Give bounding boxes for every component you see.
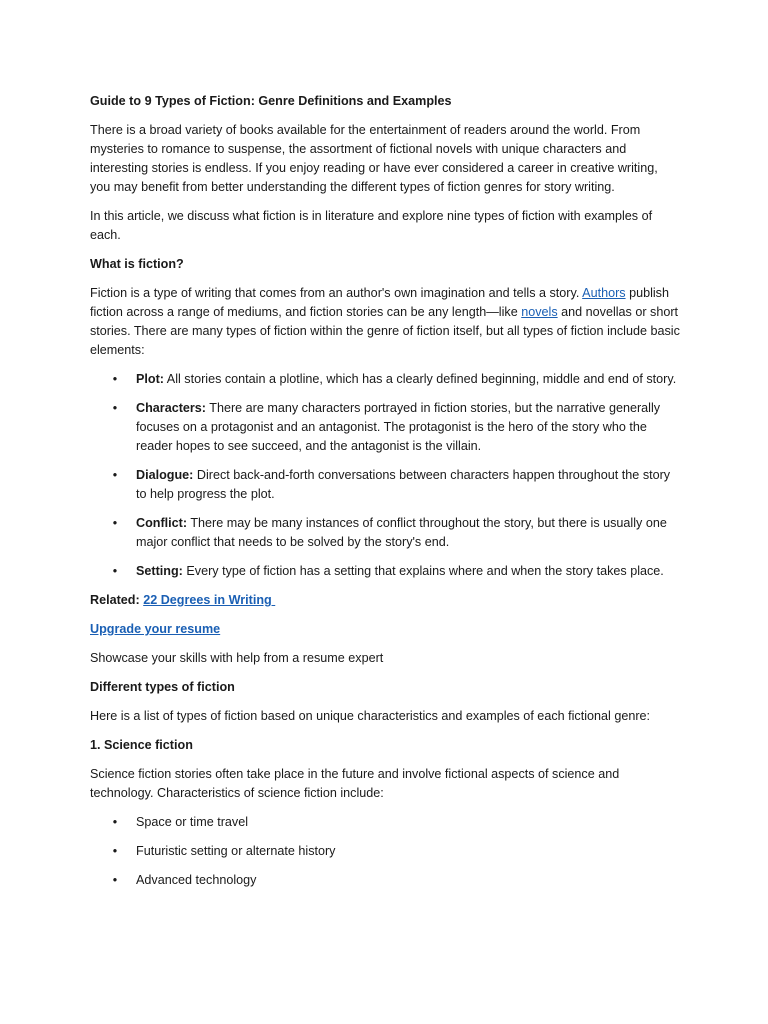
article-title: Guide to 9 Types of Fiction: Genre Definitions and Examples (90, 94, 452, 108)
element-term: Conflict: (136, 516, 188, 530)
bullet-icon: • (112, 873, 118, 887)
novels-link[interactable]: novels (521, 305, 558, 319)
list-item (90, 871, 680, 890)
showcase-text: Showcase your skills with help from a resume expert (90, 651, 384, 665)
fiction-elements-list (90, 370, 680, 581)
related-link[interactable]: 22 Degrees in Writing (143, 593, 276, 607)
list-item-text: Advanced technology (136, 873, 257, 887)
element-term: Plot: (136, 372, 164, 386)
what-text-part-2: publish fiction across a range of mediums, and fiction stories can be any length—like (90, 286, 669, 319)
element-term: Dialogue: (136, 468, 194, 482)
element-text: There are many characters portrayed in fiction stories, but the narrative generally focuses on a protagonist and an antagonist. The protagonist is the hero of the story who the reader hopes to see succeed, and the antagonist is the villain. (136, 401, 661, 453)
element-term: Setting: (136, 564, 183, 578)
list-item-setting (90, 562, 680, 581)
what-text-part-1: Fiction is a type of writing that comes from an author's own imagination and tells a story. (90, 286, 583, 300)
article-body (90, 92, 680, 900)
list-item-text: Space or time travel (136, 815, 248, 829)
list-item (90, 813, 680, 832)
intro-paragraph-2: In this article, we discuss what fiction is in literature and explore nine types of fiction with examples of each. (90, 209, 653, 242)
element-term: Characters: (136, 401, 206, 415)
list-item-conflict (90, 514, 680, 552)
bullet-icon: • (112, 401, 118, 415)
upgrade-resume-link[interactable]: Upgrade your resume (90, 622, 221, 636)
bullet-icon: • (112, 815, 118, 829)
element-text: There may be many instances of conflict throughout the story, but there is usually one major conflict that needs to be solved by the story's end. (136, 516, 667, 549)
list-item-text: Futuristic setting or alternate history (136, 844, 336, 858)
types-intro: Here is a list of types of fiction based on unique characteristics and examples of each fictional genre: (90, 709, 651, 723)
bullet-icon: • (112, 372, 118, 386)
scifi-heading: 1. Science fiction (90, 738, 193, 752)
related-label: Related: (90, 593, 144, 607)
intro-paragraph-1: There is a broad variety of books available for the entertainment of readers around the world. From mysteries to romance to suspense, the assortment of fictional novels with unique characters and interesting stories is endless. If you enjoy reading or have ever considered a career in creative writing, you may benefit from better understanding the different types of fiction genres for story writing. (90, 123, 658, 194)
bullet-icon: • (112, 516, 118, 530)
what-text-part-3: and novellas or short stories. There are many types of fiction within the genre of fiction itself, but all types of fiction include basic elements: (90, 305, 680, 357)
types-heading: Different types of fiction (90, 680, 235, 694)
element-text: All stories contain a plotline, which has a clearly defined beginning, middle and end of story. (163, 372, 677, 386)
authors-link[interactable]: Authors (582, 286, 626, 300)
scifi-list (90, 813, 680, 890)
list-item (90, 842, 680, 861)
bullet-icon: • (112, 564, 118, 578)
related-line (90, 591, 680, 610)
list-item-dialogue (90, 466, 680, 504)
bullet-icon: • (112, 468, 118, 482)
upgrade-line (90, 620, 680, 639)
what-is-fiction-heading: What is fiction? (90, 257, 184, 271)
list-item-characters (90, 399, 680, 456)
bullet-icon: • (112, 844, 118, 858)
list-item-plot (90, 370, 680, 389)
what-is-fiction-paragraph (90, 284, 680, 360)
element-text: Direct back-and-forth conversations between characters happen throughout the story to help progress the plot. (136, 468, 671, 501)
scifi-paragraph: Science fiction stories often take place in the future and involve fictional aspects of science and technology. Characteristics of science fiction include: (90, 767, 620, 800)
element-text: Every type of fiction has a setting that explains where and when the story takes place. (182, 564, 664, 578)
